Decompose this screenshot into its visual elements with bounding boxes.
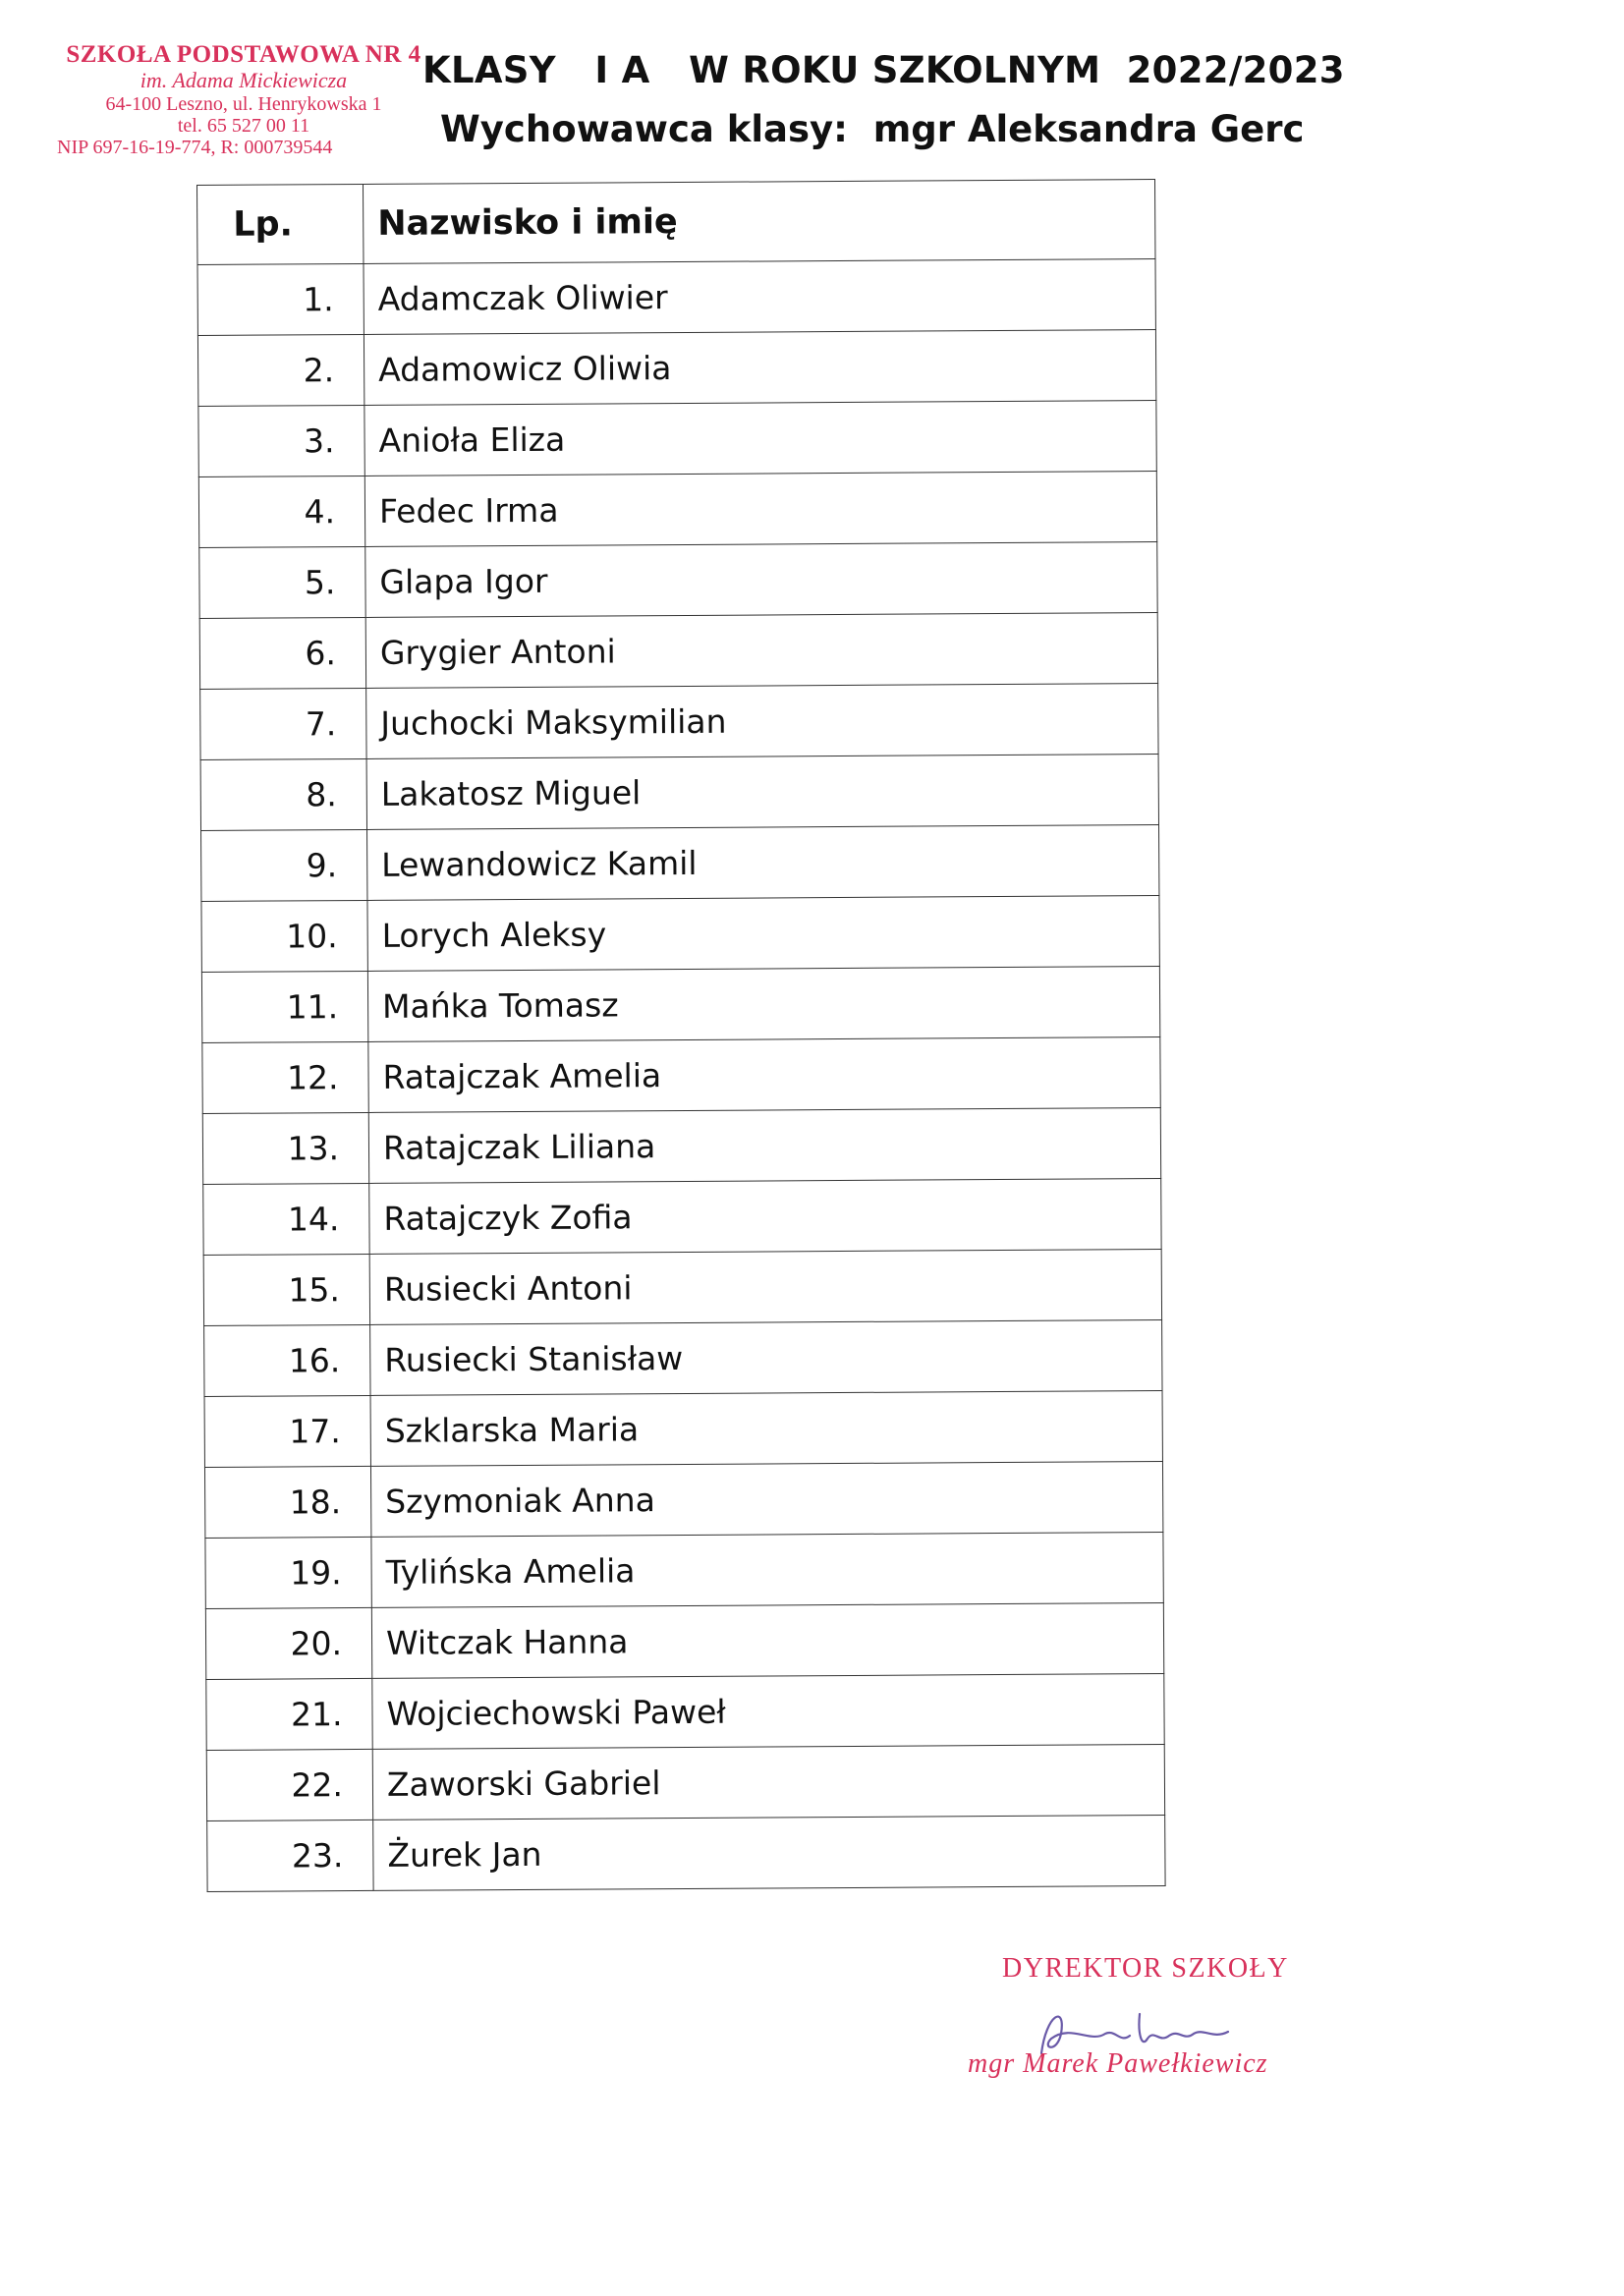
student-name: Fedec Irma <box>364 472 1156 547</box>
stamp-address: 64-100 Leszno, ul. Henrykowska 1 <box>105 92 382 115</box>
student-name: Rusiecki Antoni <box>369 1250 1161 1325</box>
student-name: Mańka Tomasz <box>367 967 1159 1042</box>
table-row <box>198 401 1156 477</box>
row-number: 15. <box>203 1254 369 1325</box>
student-table <box>196 179 1166 1892</box>
table-row <box>197 259 1155 336</box>
student-name: Lewandowicz Kamil <box>367 825 1159 901</box>
row-number: 2. <box>197 334 364 406</box>
student-name: Anioła Eliza <box>364 401 1156 476</box>
student-name: Lakatosz Miguel <box>366 755 1158 830</box>
row-number: 14. <box>203 1183 369 1255</box>
table-row <box>197 330 1155 407</box>
table-row <box>204 1462 1162 1539</box>
table-row <box>205 1533 1163 1609</box>
table-row <box>202 1037 1160 1114</box>
row-number: 18. <box>204 1466 370 1538</box>
table-row <box>203 1250 1161 1326</box>
student-name: Witczak Hanna <box>371 1603 1163 1679</box>
row-number: 11. <box>201 971 367 1042</box>
student-name: Juchocki Maksymilian <box>366 684 1158 759</box>
table-row <box>204 1320 1162 1397</box>
row-number: 16. <box>204 1324 370 1396</box>
table-row <box>199 613 1157 690</box>
school-stamp <box>57 41 430 159</box>
stamp-nip: NIP 697-16-19-774, R: 000739544 <box>57 137 333 159</box>
table-row <box>199 542 1157 619</box>
row-number: 21. <box>206 1678 372 1750</box>
table-row <box>200 684 1158 760</box>
row-number: 3. <box>198 405 364 476</box>
row-number: 4. <box>198 476 364 547</box>
table-row <box>200 755 1158 831</box>
student-name: Ratajczak Liliana <box>368 1108 1160 1184</box>
row-number: 17. <box>204 1395 370 1467</box>
row-number: 9. <box>201 829 367 901</box>
stamp-phone: tel. 65 527 00 11 <box>177 115 310 138</box>
stamp-school-name: SZKOŁA PODSTAWOWA NR 4 <box>66 41 421 68</box>
column-header-name: Nazwisko i imię <box>363 180 1154 264</box>
column-header-number: Lp. <box>197 184 364 264</box>
student-name: Szymoniak Anna <box>370 1462 1162 1538</box>
row-number: 7. <box>200 688 366 759</box>
student-name: Szklarska Maria <box>370 1391 1162 1467</box>
stamp-patron: im. Adama Mickiewicza <box>140 68 348 92</box>
student-name: Żurek Jan <box>373 1816 1165 1891</box>
row-number: 22. <box>206 1749 372 1820</box>
row-number: 20. <box>205 1607 371 1679</box>
table-row <box>207 1816 1165 1892</box>
student-name: Ratajczyk Zofia <box>369 1179 1161 1255</box>
row-number: 12. <box>202 1041 368 1113</box>
table-row <box>206 1745 1164 1821</box>
student-name: Adamczak Oliwier <box>364 259 1155 335</box>
student-name: Wojciechowski Paweł <box>372 1674 1164 1750</box>
student-name: Zaworski Gabriel <box>372 1745 1164 1820</box>
table-row <box>198 472 1156 548</box>
table-row <box>205 1603 1163 1680</box>
table-row <box>204 1391 1162 1468</box>
student-name: Rusiecki Stanisław <box>370 1320 1162 1396</box>
student-name: Tylińska Amelia <box>371 1533 1163 1608</box>
director-name: mgr Marek Pawełkiewicz <box>968 2048 1268 2079</box>
student-name: Lorych Aleksy <box>367 896 1159 972</box>
table-row <box>202 1108 1160 1185</box>
table-row <box>206 1674 1164 1751</box>
row-number: 1. <box>197 263 364 335</box>
table-header-row <box>197 180 1155 265</box>
student-name: Adamowicz Oliwia <box>364 330 1155 406</box>
row-number: 13. <box>202 1112 368 1184</box>
table-row <box>201 967 1159 1043</box>
table-row <box>201 896 1159 973</box>
student-name: Glapa Igor <box>365 542 1157 618</box>
table-row <box>201 825 1159 902</box>
student-name: Grygier Antoni <box>365 613 1157 689</box>
row-number: 19. <box>205 1537 371 1608</box>
table-body <box>197 259 1165 1892</box>
row-number: 5. <box>199 546 365 618</box>
row-number: 10. <box>201 900 367 972</box>
row-number: 8. <box>200 758 366 830</box>
table-row <box>203 1179 1161 1256</box>
student-name: Ratajczak Amelia <box>368 1037 1160 1113</box>
page-title: KLASY I A W ROKU SZKOLNYM 2022/2023 <box>422 49 1345 91</box>
director-label: DYREKTOR SZKOŁY <box>1002 1953 1289 1984</box>
row-number: 6. <box>199 617 365 689</box>
class-teacher: Wychowawca klasy: mgr Aleksandra Gerc <box>440 108 1305 150</box>
row-number: 23. <box>207 1820 373 1891</box>
